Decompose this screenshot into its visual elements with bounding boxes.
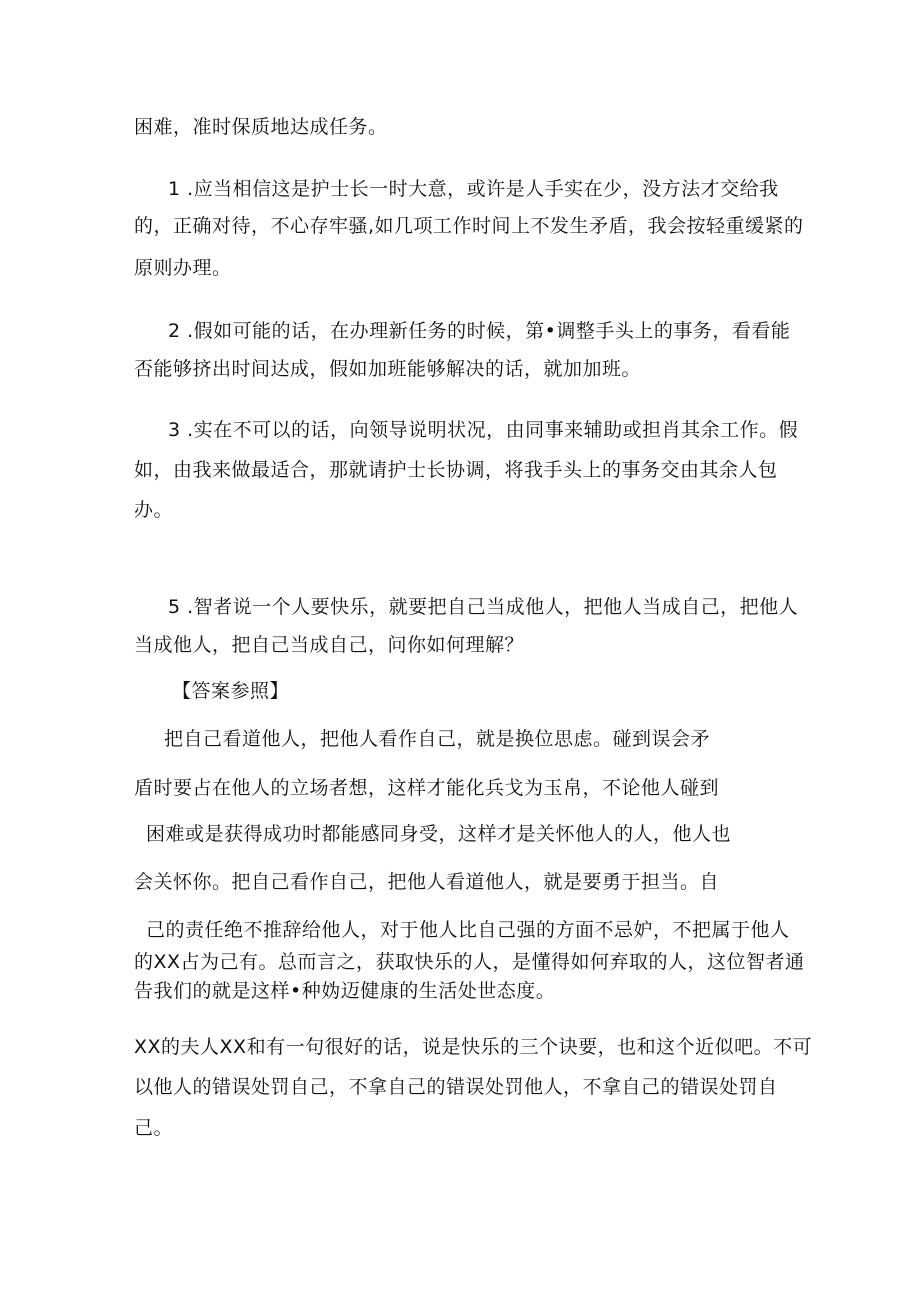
text-line: 5 .智者说一个人要快乐，就要把自己当成他人，把他人当成自己，把他人 — [168, 596, 799, 618]
section-heading: 【答案参照】 — [172, 680, 290, 702]
text-line: 会关怀你。把自己看作自己，把他人看道他人，就是要勇于担当。自 — [134, 871, 720, 893]
text-line: 以他人的错误处罚自己，不拿自己的错误处罚他人，不拿自己的错误处罚自 — [134, 1076, 778, 1098]
text-line: XX的夫人XX和有一句很好的话，说是快乐的三个诀要，也和这个近似吧。不可 — [134, 1036, 813, 1058]
text-line: 否能够挤出时间达成，假如加班能够解决的话，就加加班。 — [134, 358, 642, 380]
text-line: 3 .实在不可以的话，向领导说明状况，由同事来辅助或担肖其余工作。假 — [168, 419, 799, 441]
text-line: 盾时要占在他人的立场者想，这样才能化兵戈为玉帛，不论他人碰到 — [134, 777, 720, 799]
text-line: 把自己看道他人，把他人看作自己，就是换位思虑。碰到误会矛 — [164, 728, 711, 750]
text-line: 困难或是获得成功时都能感同身受，这样才是关怀他人的人，他人也 — [146, 823, 732, 845]
text-line: 如，由我来做最适合，那就请护士长协调，将我手头上的事务交由其余人包 — [134, 459, 778, 481]
text-line: 的，正确对待，不心存牢骚,如几项工作时间上不发生矛盾，我会按轻重缓紧的 — [134, 215, 804, 237]
text-line: 己的责任绝不推辞给他人，对于他人比自己强的方面不忌妒，不把属于他人 — [146, 919, 790, 941]
text-line: 困难，准时保质地达成任务。 — [134, 116, 388, 138]
text-line: 2 .假如可能的话，在办理新任务的时候，第•调整手头上的事务，看看能 — [168, 320, 791, 342]
text-line: 1 .应当相信这是护士长一时大意，或许是人手实在少，没方法才交给我 — [168, 178, 779, 200]
text-line: 当成他人，把自己当成自己，问你如何理解？ — [134, 634, 525, 656]
text-line: 己。 — [134, 1117, 174, 1139]
text-line: 原则办理。 — [134, 257, 232, 279]
text-line: 的XX占为己有。总而言之，获取快乐的人，是懂得如何弃取的人，这位智者通 — [134, 951, 805, 973]
text-line: 办。 — [134, 499, 174, 521]
text-line: 告我们的就是这样•种妫迈健康的生活处世态度。 — [134, 980, 556, 1002]
